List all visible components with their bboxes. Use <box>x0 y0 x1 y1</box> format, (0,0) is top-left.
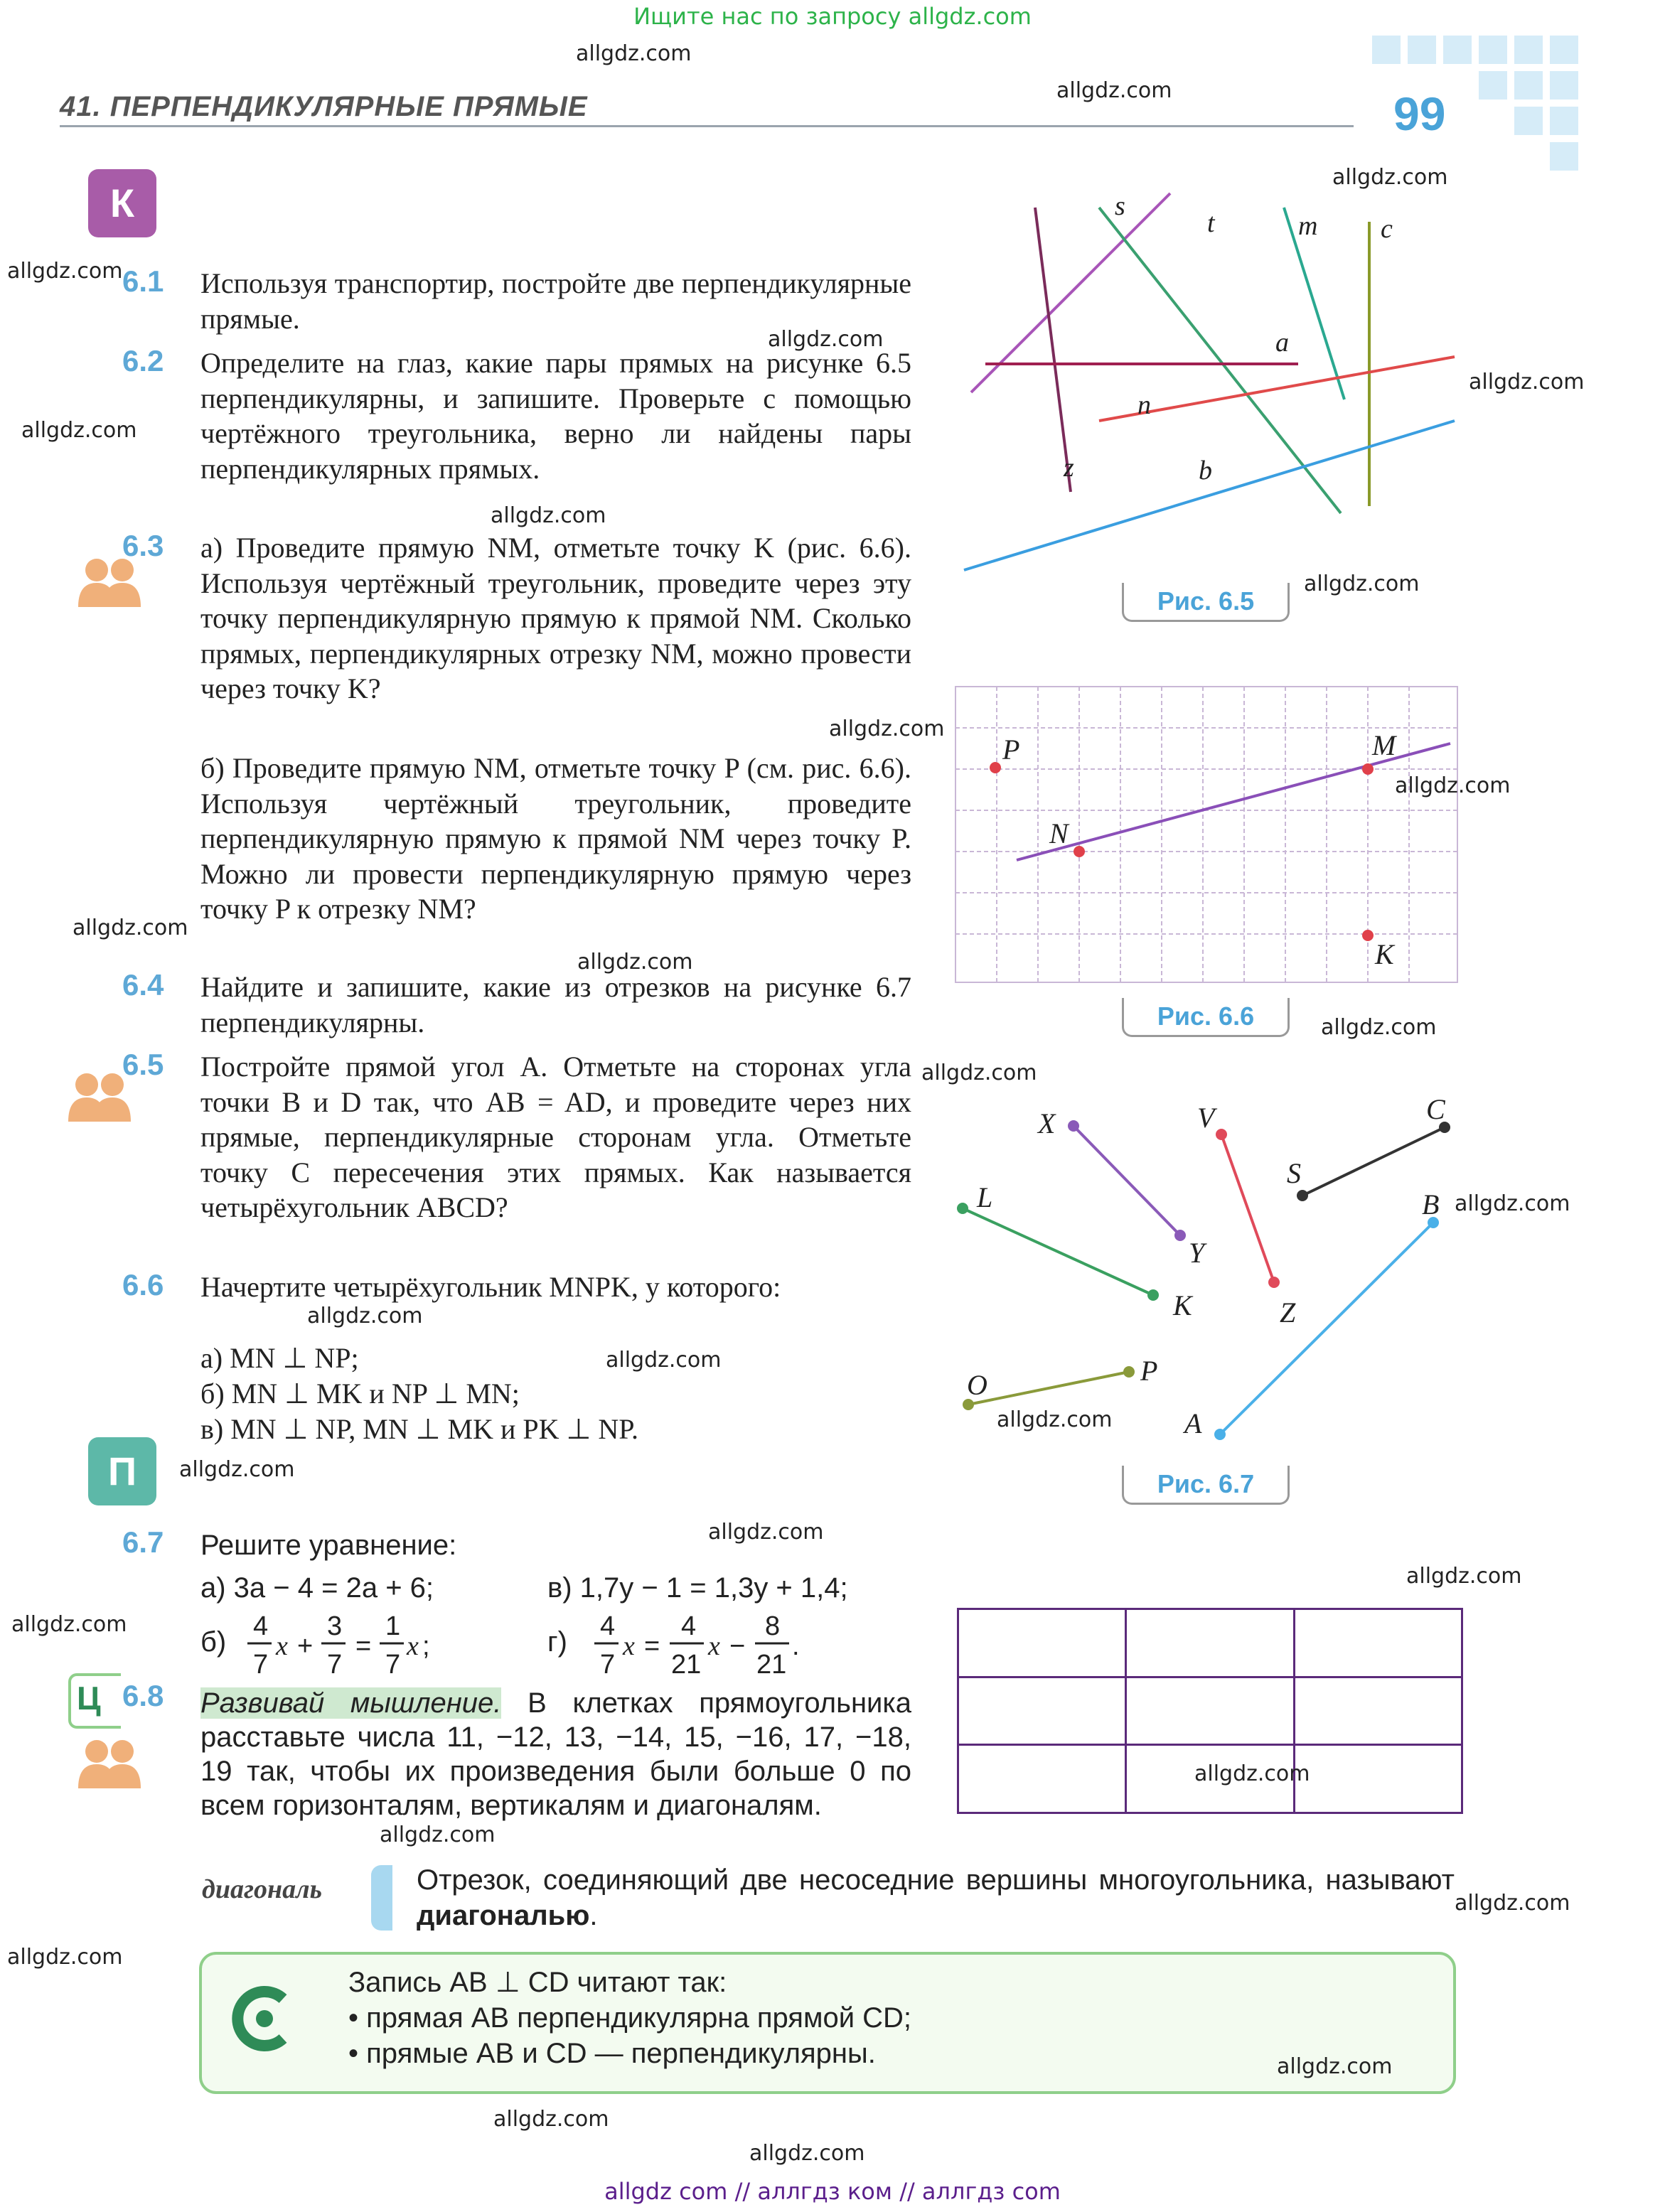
svg-text:x: x <box>623 1631 635 1661</box>
point-label: P <box>1140 1355 1158 1387</box>
task-6-3b-text: б) Проведите прямую NM, отметьте точку P (см. рис. 6.6). Используя чертёжный треугольник, проведите перпендикулярную прямую к прямой NM через точку P. Можно ли провести перпендикулярную прямую через точку P к отрезку NM? <box>200 752 911 925</box>
point-label: S <box>1287 1157 1301 1189</box>
task-6-6a: а) MN ⊥ NP; <box>200 1342 359 1374</box>
task-number: 6.3 <box>122 529 164 562</box>
badge-p <box>88 1437 156 1505</box>
definition-bar <box>371 1865 392 1931</box>
line-label: n <box>1137 390 1151 420</box>
task-6-8-body: В клетках прямоугольника расставьте числа 11, −12, 13, −14, 15, −16, 17, −18, 19 так, чтобы их произведения были больше 0 по всем горизонталям, вертикалям и диагоналям. <box>200 1687 911 1821</box>
task-6-6c: в) MN ⊥ NP, MN ⊥ MK и PK ⊥ NP. <box>200 1413 639 1445</box>
figure-6-7-caption: Рис. 6.7 <box>1122 1466 1290 1505</box>
svg-text:7: 7 <box>600 1650 616 1680</box>
watermark: allgdz.com <box>1332 165 1448 190</box>
task-6-5-text: Постройте прямой угол A. Отметьте на сторонах угла точки B и D так, что AB = AD, и проведите через них прямые, перпендикулярные сторонам угла. Отметьте точку C пересечения этих прямых. Как называется четырёхугольник ABCD? <box>200 1051 911 1223</box>
task-number: 6.6 <box>122 1268 164 1301</box>
line-label: m <box>1298 211 1318 241</box>
watermark: allgdz.com <box>1056 78 1172 103</box>
svg-text:1: 1 <box>385 1611 401 1641</box>
task-number: 6.7 <box>122 1525 164 1559</box>
watermark: allgdz.com <box>491 503 606 528</box>
notation-line-2: • прямая AB перпендикулярна прямой CD; <box>348 2002 912 2034</box>
point-label: B <box>1422 1188 1440 1220</box>
notation-line-1: Запись AB ⊥ CD читают так: <box>348 1967 727 1998</box>
equation-g-fractions <box>590 1608 889 1686</box>
badge-k <box>88 169 156 237</box>
task-6-6b: б) MN ⊥ MK и NP ⊥ MN; <box>200 1378 520 1410</box>
top-banner[interactable]: Ищите нас по запросу allgdz.com <box>633 3 1032 30</box>
page-number: 99 <box>1393 87 1446 140</box>
definition-term: диагональ <box>202 1874 322 1904</box>
point-label: A <box>1184 1407 1202 1439</box>
svg-text:4: 4 <box>253 1611 269 1641</box>
svg-text:−: − <box>729 1631 746 1661</box>
definition-text-before: Отрезок, соединяющий две несоседние вершины многоугольника, называют <box>417 1864 1455 1896</box>
svg-text:3: 3 <box>327 1611 343 1641</box>
grid-cell[interactable] <box>958 1677 1126 1745</box>
point-label: N <box>1049 817 1069 849</box>
figure-6-5-caption: Рис. 6.5 <box>1122 583 1290 622</box>
watermark: allgdz.com <box>1469 370 1585 394</box>
watermark: allgdz.com <box>307 1304 423 1328</box>
watermark: allgdz.com <box>1455 1891 1570 1916</box>
badge-p-label: П <box>107 1449 137 1493</box>
definition-text <box>417 1862 1455 1933</box>
watermark: allgdz.com <box>768 327 884 352</box>
notation-icon <box>226 1983 297 2054</box>
section-title: 41. ПЕРПЕНДИКУЛЯРНЫЕ ПРЯМЫЕ <box>60 91 588 122</box>
svg-text:21: 21 <box>756 1650 787 1680</box>
point-label: V <box>1197 1102 1215 1134</box>
figure-6-7 <box>938 1088 1479 1457</box>
task-6-2-text: Определите на глаз, какие пары прямых на рисунке 6.5 перпендикулярны, и запишите. Проверьте с помощью чертёжного треугольника, верно ли найдены пары перпендикулярных прямых. <box>200 347 911 485</box>
watermark: allgdz.com <box>1321 1015 1437 1040</box>
pair-work-icon <box>74 1736 145 1793</box>
point-label: O <box>967 1369 987 1401</box>
watermark: allgdz.com <box>997 1407 1113 1432</box>
point-label: Z <box>1280 1296 1296 1328</box>
svg-text:+: + <box>297 1631 314 1661</box>
svg-text:;: ; <box>422 1631 430 1661</box>
watermark: allgdz.com <box>1304 571 1420 596</box>
badge-c <box>68 1673 121 1729</box>
watermark: allgdz.com <box>708 1520 824 1545</box>
task-6-4-text: Найдите и запишите, какие из отрезков на рисунке 6.7 перпендикулярны. <box>200 971 911 1038</box>
point-label: Y <box>1189 1237 1205 1269</box>
svg-text:x: x <box>708 1631 720 1661</box>
point-label: C <box>1426 1093 1445 1125</box>
watermark: allgdz.com <box>73 916 188 940</box>
bottom-banner[interactable]: allgdz com // аллгдз ком // аллгдз com <box>604 2178 1061 2205</box>
line-label: z <box>1064 453 1074 483</box>
badge-c-label: Ц <box>77 1680 101 1717</box>
equation-b-fractions <box>243 1608 456 1686</box>
watermark: allgdz.com <box>921 1061 1037 1085</box>
svg-text:=: = <box>644 1631 660 1661</box>
grid-cell[interactable] <box>958 1745 1126 1813</box>
watermark: allgdz.com <box>576 41 692 66</box>
point-label: K <box>1375 938 1394 970</box>
notation-text <box>348 1965 911 2071</box>
svg-text:8: 8 <box>765 1611 781 1641</box>
point-label: L <box>977 1181 993 1213</box>
watermark: allgdz.com <box>7 259 123 284</box>
equation-v: в) 1,7y − 1 = 1,3y + 1,4; <box>547 1572 848 1604</box>
grid-cell[interactable] <box>1294 1745 1462 1813</box>
equation-b-prefix: б) <box>200 1626 227 1658</box>
line-label: c <box>1381 214 1393 244</box>
watermark: allgdz.com <box>7 1945 123 1970</box>
watermark: allgdz.com <box>1277 2054 1393 2079</box>
watermark: allgdz.com <box>179 1457 295 1482</box>
task-number: 6.4 <box>122 968 164 1002</box>
watermark: allgdz.com <box>1406 1564 1522 1589</box>
figure-6-5 <box>957 186 1469 584</box>
task-number: 6.2 <box>122 344 164 377</box>
watermark: allgdz.com <box>11 1612 127 1637</box>
grid-cell[interactable] <box>1294 1609 1462 1677</box>
equation-a: а) 3a − 4 = 2a + 6; <box>200 1572 434 1604</box>
equation-g-prefix: г) <box>547 1626 567 1658</box>
task-number: 6.8 <box>122 1679 164 1712</box>
watermark: allgdz.com <box>1395 773 1511 798</box>
grid-cell[interactable] <box>1126 1677 1294 1745</box>
task-6-1-text: Используя транспортир, постройте две перпендикулярные прямые. <box>200 267 911 335</box>
line-label: a <box>1275 328 1289 358</box>
task-6-6-text: Начертите четырёхугольник MNPK, у которого: <box>200 1271 781 1303</box>
watermark: allgdz.com <box>1455 1191 1570 1216</box>
svg-text:4: 4 <box>600 1611 616 1641</box>
svg-text:7: 7 <box>385 1650 401 1680</box>
task-number: 6.1 <box>122 264 164 298</box>
svg-text:7: 7 <box>327 1650 343 1680</box>
svg-text:x: x <box>407 1631 419 1661</box>
svg-text:4: 4 <box>681 1611 697 1641</box>
watermark: allgdz.com <box>829 716 945 741</box>
watermark: allgdz.com <box>749 2141 865 2166</box>
grid-cell[interactable] <box>958 1609 1126 1677</box>
pair-work-icon <box>74 554 145 611</box>
notation-line-3: • прямые AB и CD — перпендикулярны. <box>348 2038 876 2069</box>
watermark: allgdz.com <box>606 1348 722 1373</box>
task-6-7-text: Решите уравнение: <box>200 1530 457 1561</box>
badge-k-label: К <box>109 181 135 225</box>
line-label: b <box>1199 456 1212 485</box>
svg-text:21: 21 <box>671 1650 702 1680</box>
header-rule <box>60 125 1354 127</box>
task-6-8-text <box>200 1686 911 1822</box>
svg-text:7: 7 <box>253 1650 269 1680</box>
task-number: 6.5 <box>122 1048 164 1081</box>
develop-thinking-label: Развивай мышление. <box>200 1687 502 1719</box>
watermark: allgdz.com <box>380 1822 496 1847</box>
watermark: allgdz.com <box>577 950 693 975</box>
point-label: P <box>1002 734 1020 766</box>
watermark: allgdz.com <box>1194 1761 1310 1786</box>
watermark: allgdz.com <box>21 418 137 443</box>
point-label: K <box>1173 1289 1192 1321</box>
point-label: X <box>1038 1107 1056 1139</box>
definition-text-after: . <box>589 1900 598 1931</box>
point-label: M <box>1372 729 1396 761</box>
figure-6-6-caption: Рис. 6.6 <box>1122 998 1290 1037</box>
line-label: s <box>1115 191 1125 221</box>
figure-6-6 <box>953 684 1465 989</box>
grid-cell[interactable] <box>1294 1677 1462 1745</box>
definition-bold-term: диагональю <box>417 1900 590 1931</box>
watermark: allgdz.com <box>493 2107 609 2132</box>
task-6-3a-text: а) Проведите прямую NM, отметьте точку K (рис. 6.6). Используя чертёжный треугольник, проведите через эту точку перпендикулярную прямую к прямой NM. Сколько прямых, перпендикулярных отрезку NM, можно провести через точку K? <box>200 532 911 704</box>
svg-text:=: = <box>355 1631 372 1661</box>
grid-cell[interactable] <box>1126 1609 1294 1677</box>
svg-text:.: . <box>792 1631 800 1661</box>
line-label: t <box>1207 208 1215 238</box>
svg-text:x: x <box>276 1631 288 1661</box>
